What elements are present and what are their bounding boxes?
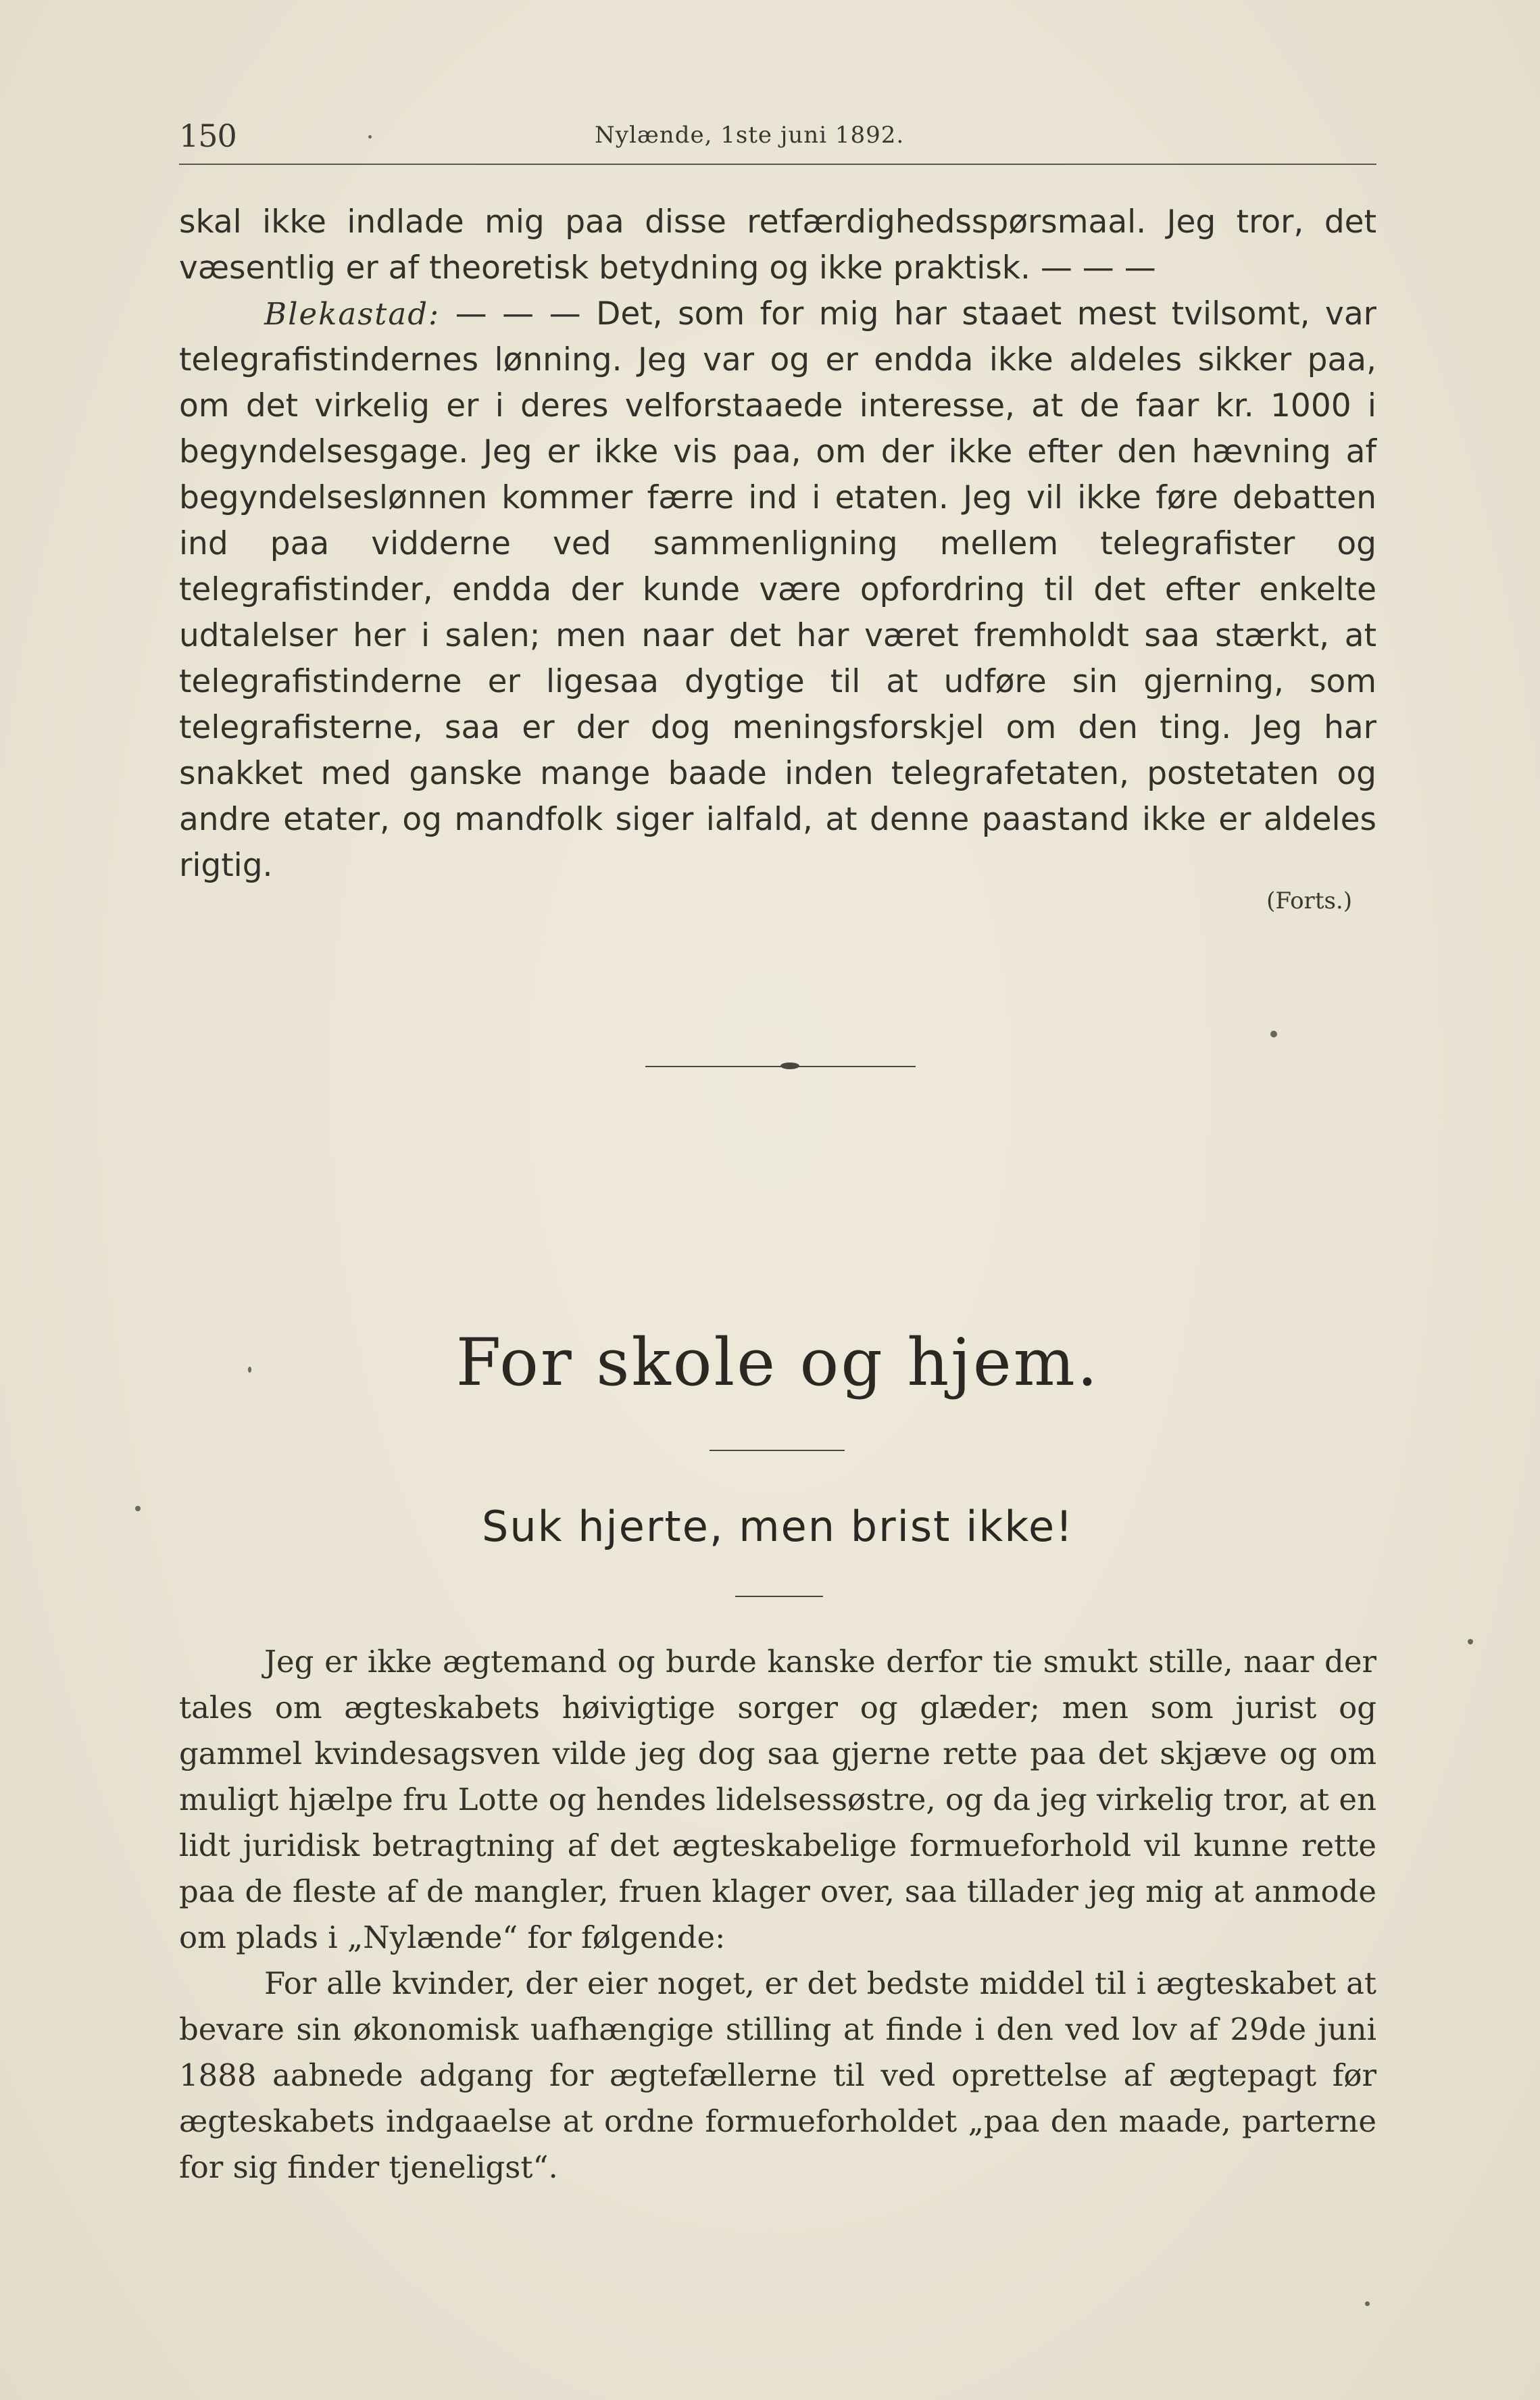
- divider-ornament: [780, 1062, 799, 1069]
- debate-paragraph-2: [179, 291, 1376, 889]
- article-paragraph-1: Jeg er ikke ægtemand og burde kanske derfor tie smukt stille, naar der tales om ægteskabets høivigtige sorger og glæder; men som jurist og gammel kvindesagsven vilde jeg dog saa gjerne rette paa det skjæve og om muligt hjælpe fru Lotte og hendes lidelsessøstre, og da jeg virkelig tror, at en lidt juridisk betragtning af det ægteskabelige formueforhold vil kunne rette paa de fleste af de mangler, fruen klager over, saa tillader jeg mig at anmode om plads i „Nylænde“ for følgende:: [179, 1644, 1376, 1955]
- continued-note: (Forts.): [1266, 887, 1352, 914]
- page-number: 150: [179, 118, 237, 154]
- debate-continuation: [179, 199, 1376, 889]
- page-header: [179, 114, 1376, 154]
- article-title-rule: [735, 1596, 823, 1597]
- article-title: Suk hjerte, men brist ikke!: [481, 1502, 1074, 1551]
- article-paragraph-2: For alle kvinder, der eier noget, er det bedste middel til i ægteskabet at bevare sin økonomisk uafhængige stilling at finde i den ved lov af 29de juni 1888 aabnede adgang for ægtefællerne til ved oprettelse af ægtepagt før ægteskabets indgaaelse at ordne formueforholdet „paa den maade, parterne for sig finder tjeneligst“.: [179, 1965, 1376, 2185]
- paper-speck: [1468, 1639, 1473, 1644]
- running-head: Nylænde, 1ste juni 1892.: [595, 122, 905, 149]
- section-title: For skole og hjem.: [455, 1325, 1100, 1400]
- paper-speck: [1270, 1031, 1277, 1037]
- paper-speck: [1365, 2301, 1370, 2306]
- header-rule: [179, 164, 1376, 165]
- paper-speck: [248, 1367, 251, 1373]
- paper-speck: [135, 1506, 141, 1511]
- paper-speck: [368, 135, 372, 139]
- speaker-text: — — — Det, som for mig har staaet mest tvilsomt, var telegrafistindernes lønning. Jeg var og er endda ikke aldeles sikker paa, om det virkelig er i deres velforstaaede interesse, at de faar kr. 1000 i begyndelsesgage. Jeg er ikke vis paa, om der ikke efter den hævning af begyndelseslønnen kommer færre ind i etaten. Jeg vil ikke føre debatten ind paa vidderne ved sammenligning mellem telegrafister og telegrafistinder, endda der kunde være opfordring til det efter enkelte udtalelser her i salen; men naar det har været fremholdt saa stærkt, at telegrafistinderne er ligesaa dygtige til at udføre sin gjerning, som telegrafisterne, saa er der dog meningsforskjel om den ting. Jeg har snakket med ganske mange baade inden telegrafetaten, postetaten og andre etater, og mandfolk siger ialfald, at denne paastand ikke er aldeles rigtig.: [179, 295, 1376, 884]
- title-rule: [710, 1450, 845, 1451]
- speaker-name: Blekastad:: [264, 296, 441, 332]
- debate-paragraph-1: skal ikke indlade mig paa disse retfærdighedsspørsmaal. Jeg tror, det væsentlig er af theoretisk betydning og ikke praktisk. — — —: [179, 203, 1376, 287]
- article-body: [179, 1639, 1376, 2190]
